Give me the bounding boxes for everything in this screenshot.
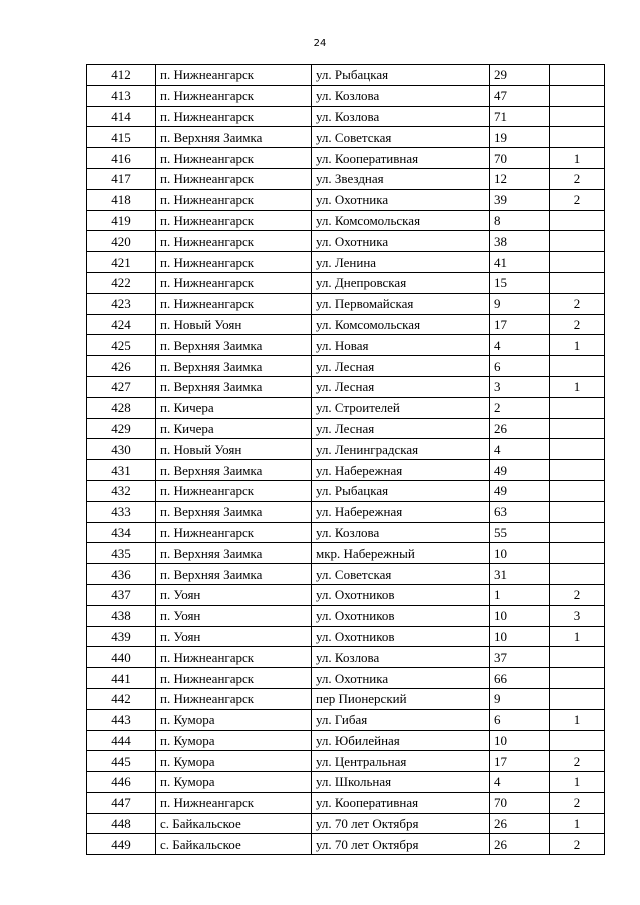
- row-number-cell: 416: [87, 148, 156, 169]
- table-row: [87, 834, 605, 855]
- street-cell: ул. Рыбацкая: [312, 65, 490, 86]
- house-number-cell: 49: [490, 460, 550, 481]
- house-number-cell: 8: [490, 210, 550, 231]
- row-number-cell: 424: [87, 314, 156, 335]
- street-cell: ул. Кооперативная: [312, 148, 490, 169]
- house-number-cell: 10: [490, 730, 550, 751]
- apartment-count-cell: [550, 460, 605, 481]
- house-number-cell: 10: [490, 605, 550, 626]
- street-cell: пер Пионерский: [312, 688, 490, 709]
- table-row: [87, 480, 605, 501]
- house-number-cell: 4: [490, 439, 550, 460]
- apartment-count-cell: [550, 501, 605, 522]
- apartment-count-cell: 1: [550, 626, 605, 647]
- apartment-count-cell: [550, 106, 605, 127]
- table-row: [87, 356, 605, 377]
- table-row: [87, 127, 605, 148]
- table-row: [87, 397, 605, 418]
- street-cell: ул. Советская: [312, 564, 490, 585]
- apartment-count-cell: [550, 439, 605, 460]
- table-row: [87, 792, 605, 813]
- house-number-cell: 38: [490, 231, 550, 252]
- street-cell: ул. Школьная: [312, 772, 490, 793]
- table-row: [87, 730, 605, 751]
- row-number-cell: 439: [87, 626, 156, 647]
- table-row: [87, 439, 605, 460]
- street-cell: ул. Рыбацкая: [312, 480, 490, 501]
- table-row: [87, 293, 605, 314]
- house-number-cell: 10: [490, 543, 550, 564]
- settlement-cell: п. Нижнеангарск: [156, 148, 312, 169]
- apartment-count-cell: [550, 85, 605, 106]
- apartment-count-cell: 2: [550, 293, 605, 314]
- settlement-cell: п. Уоян: [156, 605, 312, 626]
- apartment-count-cell: [550, 65, 605, 86]
- row-number-cell: 434: [87, 522, 156, 543]
- apartment-count-cell: 2: [550, 834, 605, 855]
- apartment-count-cell: [550, 127, 605, 148]
- table-row: [87, 106, 605, 127]
- row-number-cell: 423: [87, 293, 156, 314]
- address-table-body: [87, 65, 605, 855]
- house-number-cell: 71: [490, 106, 550, 127]
- apartment-count-cell: 2: [550, 168, 605, 189]
- settlement-cell: п. Новый Уоян: [156, 314, 312, 335]
- apartment-count-cell: [550, 730, 605, 751]
- row-number-cell: 428: [87, 397, 156, 418]
- table-row: [87, 522, 605, 543]
- settlement-cell: п. Нижнеангарск: [156, 85, 312, 106]
- table-row: [87, 418, 605, 439]
- table-row: [87, 189, 605, 210]
- street-cell: ул. 70 лет Октября: [312, 813, 490, 834]
- apartment-count-cell: [550, 397, 605, 418]
- table-row: [87, 231, 605, 252]
- apartment-count-cell: [550, 210, 605, 231]
- street-cell: ул. Козлова: [312, 647, 490, 668]
- house-number-cell: 4: [490, 772, 550, 793]
- settlement-cell: п. Нижнеангарск: [156, 231, 312, 252]
- settlement-cell: п. Кичера: [156, 418, 312, 439]
- house-number-cell: 66: [490, 668, 550, 689]
- street-cell: ул. Комсомольская: [312, 210, 490, 231]
- street-cell: мкр. Набережный: [312, 543, 490, 564]
- house-number-cell: 26: [490, 813, 550, 834]
- apartment-count-cell: 1: [550, 772, 605, 793]
- row-number-cell: 422: [87, 272, 156, 293]
- street-cell: ул. Звездная: [312, 168, 490, 189]
- street-cell: ул. Строителей: [312, 397, 490, 418]
- table-row: [87, 647, 605, 668]
- row-number-cell: 443: [87, 709, 156, 730]
- row-number-cell: 412: [87, 65, 156, 86]
- row-number-cell: 417: [87, 168, 156, 189]
- row-number-cell: 444: [87, 730, 156, 751]
- house-number-cell: 26: [490, 834, 550, 855]
- house-number-cell: 39: [490, 189, 550, 210]
- table-row: [87, 314, 605, 335]
- settlement-cell: п. Нижнеангарск: [156, 65, 312, 86]
- house-number-cell: 49: [490, 480, 550, 501]
- settlement-cell: п. Уоян: [156, 584, 312, 605]
- table-row: [87, 813, 605, 834]
- apartment-count-cell: [550, 668, 605, 689]
- row-number-cell: 421: [87, 252, 156, 273]
- table-row: [87, 252, 605, 273]
- table-row: [87, 210, 605, 231]
- table-row: [87, 501, 605, 522]
- house-number-cell: 1: [490, 584, 550, 605]
- house-number-cell: 26: [490, 418, 550, 439]
- house-number-cell: 12: [490, 168, 550, 189]
- row-number-cell: 449: [87, 834, 156, 855]
- settlement-cell: п. Кумора: [156, 709, 312, 730]
- house-number-cell: 70: [490, 792, 550, 813]
- row-number-cell: 447: [87, 792, 156, 813]
- table-row: [87, 543, 605, 564]
- apartment-count-cell: [550, 418, 605, 439]
- apartment-count-cell: 1: [550, 709, 605, 730]
- settlement-cell: п. Верхняя Заимка: [156, 564, 312, 585]
- row-number-cell: 420: [87, 231, 156, 252]
- row-number-cell: 436: [87, 564, 156, 585]
- house-number-cell: 10: [490, 626, 550, 647]
- apartment-count-cell: [550, 231, 605, 252]
- row-number-cell: 435: [87, 543, 156, 564]
- row-number-cell: 433: [87, 501, 156, 522]
- street-cell: ул. Ленинградская: [312, 439, 490, 460]
- table-row: [87, 605, 605, 626]
- settlement-cell: п. Нижнеангарск: [156, 168, 312, 189]
- house-number-cell: 29: [490, 65, 550, 86]
- settlement-cell: п. Нижнеангарск: [156, 106, 312, 127]
- street-cell: ул. Лесная: [312, 356, 490, 377]
- table-row: [87, 626, 605, 647]
- settlement-cell: п. Новый Уоян: [156, 439, 312, 460]
- settlement-cell: п. Нижнеангарск: [156, 792, 312, 813]
- row-number-cell: 431: [87, 460, 156, 481]
- street-cell: ул. Козлова: [312, 106, 490, 127]
- settlement-cell: п. Верхняя Заимка: [156, 543, 312, 564]
- settlement-cell: п. Нижнеангарск: [156, 293, 312, 314]
- apartment-count-cell: [550, 252, 605, 273]
- house-number-cell: 47: [490, 85, 550, 106]
- settlement-cell: п. Нижнеангарск: [156, 272, 312, 293]
- settlement-cell: п. Верхняя Заимка: [156, 356, 312, 377]
- settlement-cell: п. Уоян: [156, 626, 312, 647]
- apartment-count-cell: 1: [550, 335, 605, 356]
- street-cell: ул. Охотников: [312, 584, 490, 605]
- row-number-cell: 413: [87, 85, 156, 106]
- settlement-cell: п. Нижнеангарск: [156, 252, 312, 273]
- house-number-cell: 3: [490, 376, 550, 397]
- table-row: [87, 460, 605, 481]
- apartment-count-cell: 1: [550, 376, 605, 397]
- house-number-cell: 6: [490, 356, 550, 377]
- apartment-count-cell: [550, 356, 605, 377]
- street-cell: ул. Козлова: [312, 522, 490, 543]
- house-number-cell: 70: [490, 148, 550, 169]
- row-number-cell: 429: [87, 418, 156, 439]
- page-number: 24: [313, 38, 327, 49]
- settlement-cell: п. Нижнеангарск: [156, 522, 312, 543]
- settlement-cell: п. Кичера: [156, 397, 312, 418]
- apartment-count-cell: [550, 543, 605, 564]
- house-number-cell: 41: [490, 252, 550, 273]
- settlement-cell: п. Верхняя Заимка: [156, 127, 312, 148]
- table-row: [87, 335, 605, 356]
- street-cell: ул. Первомайская: [312, 293, 490, 314]
- table-row: [87, 65, 605, 86]
- street-cell: ул. Советская: [312, 127, 490, 148]
- table-row: [87, 709, 605, 730]
- house-number-cell: 19: [490, 127, 550, 148]
- house-number-cell: 17: [490, 314, 550, 335]
- house-number-cell: 9: [490, 688, 550, 709]
- house-number-cell: 63: [490, 501, 550, 522]
- street-cell: ул. 70 лет Октября: [312, 834, 490, 855]
- street-cell: ул. Лесная: [312, 418, 490, 439]
- apartment-count-cell: 2: [550, 584, 605, 605]
- row-number-cell: 437: [87, 584, 156, 605]
- row-number-cell: 430: [87, 439, 156, 460]
- house-number-cell: 37: [490, 647, 550, 668]
- table-row: [87, 668, 605, 689]
- street-cell: ул. Охотника: [312, 189, 490, 210]
- row-number-cell: 445: [87, 751, 156, 772]
- table-row: [87, 376, 605, 397]
- settlement-cell: п. Верхняя Заимка: [156, 501, 312, 522]
- row-number-cell: 441: [87, 668, 156, 689]
- row-number-cell: 418: [87, 189, 156, 210]
- apartment-count-cell: [550, 272, 605, 293]
- street-cell: ул. Кооперативная: [312, 792, 490, 813]
- street-cell: ул. Охотников: [312, 605, 490, 626]
- street-cell: ул. Гибая: [312, 709, 490, 730]
- apartment-count-cell: [550, 564, 605, 585]
- settlement-cell: п. Нижнеангарск: [156, 647, 312, 668]
- street-cell: ул. Охотника: [312, 231, 490, 252]
- settlement-cell: п. Нижнеангарск: [156, 189, 312, 210]
- street-cell: ул. Юбилейная: [312, 730, 490, 751]
- apartment-count-cell: 1: [550, 148, 605, 169]
- street-cell: ул. Ленина: [312, 252, 490, 273]
- apartment-count-cell: 3: [550, 605, 605, 626]
- settlement-cell: п. Кумора: [156, 772, 312, 793]
- street-cell: ул. Козлова: [312, 85, 490, 106]
- apartment-count-cell: 2: [550, 751, 605, 772]
- table-row: [87, 148, 605, 169]
- street-cell: ул. Днепровская: [312, 272, 490, 293]
- apartment-count-cell: [550, 647, 605, 668]
- apartment-count-cell: [550, 522, 605, 543]
- table-row: [87, 688, 605, 709]
- settlement-cell: п. Кумора: [156, 730, 312, 751]
- street-cell: ул. Центральная: [312, 751, 490, 772]
- street-cell: ул. Набережная: [312, 501, 490, 522]
- house-number-cell: 55: [490, 522, 550, 543]
- table-row: [87, 751, 605, 772]
- house-number-cell: 31: [490, 564, 550, 585]
- apartment-count-cell: [550, 688, 605, 709]
- row-number-cell: 415: [87, 127, 156, 148]
- settlement-cell: п. Нижнеангарск: [156, 668, 312, 689]
- settlement-cell: п. Верхняя Заимка: [156, 376, 312, 397]
- settlement-cell: п. Верхняя Заимка: [156, 335, 312, 356]
- settlement-cell: п. Нижнеангарск: [156, 480, 312, 501]
- settlement-cell: п. Кумора: [156, 751, 312, 772]
- settlement-cell: п. Верхняя Заимка: [156, 460, 312, 481]
- row-number-cell: 419: [87, 210, 156, 231]
- row-number-cell: 440: [87, 647, 156, 668]
- row-number-cell: 414: [87, 106, 156, 127]
- apartment-count-cell: 1: [550, 813, 605, 834]
- apartment-count-cell: 2: [550, 792, 605, 813]
- house-number-cell: 6: [490, 709, 550, 730]
- settlement-cell: с. Байкальское: [156, 834, 312, 855]
- row-number-cell: 432: [87, 480, 156, 501]
- table-row: [87, 584, 605, 605]
- table-row: [87, 168, 605, 189]
- house-number-cell: 4: [490, 335, 550, 356]
- street-cell: ул. Комсомольская: [312, 314, 490, 335]
- settlement-cell: с. Байкальское: [156, 813, 312, 834]
- table-row: [87, 85, 605, 106]
- row-number-cell: 446: [87, 772, 156, 793]
- row-number-cell: 442: [87, 688, 156, 709]
- row-number-cell: 438: [87, 605, 156, 626]
- house-number-cell: 9: [490, 293, 550, 314]
- street-cell: ул. Охотника: [312, 668, 490, 689]
- apartment-count-cell: [550, 480, 605, 501]
- table-row: [87, 564, 605, 585]
- house-number-cell: 15: [490, 272, 550, 293]
- settlement-cell: п. Нижнеангарск: [156, 688, 312, 709]
- apartment-count-cell: 2: [550, 314, 605, 335]
- row-number-cell: 426: [87, 356, 156, 377]
- address-table: [86, 64, 605, 855]
- row-number-cell: 448: [87, 813, 156, 834]
- apartment-count-cell: 2: [550, 189, 605, 210]
- house-number-cell: 17: [490, 751, 550, 772]
- street-cell: ул. Новая: [312, 335, 490, 356]
- table-row: [87, 272, 605, 293]
- house-number-cell: 2: [490, 397, 550, 418]
- street-cell: ул. Лесная: [312, 376, 490, 397]
- row-number-cell: 427: [87, 376, 156, 397]
- street-cell: ул. Охотников: [312, 626, 490, 647]
- table-row: [87, 772, 605, 793]
- settlement-cell: п. Нижнеангарск: [156, 210, 312, 231]
- row-number-cell: 425: [87, 335, 156, 356]
- street-cell: ул. Набережная: [312, 460, 490, 481]
